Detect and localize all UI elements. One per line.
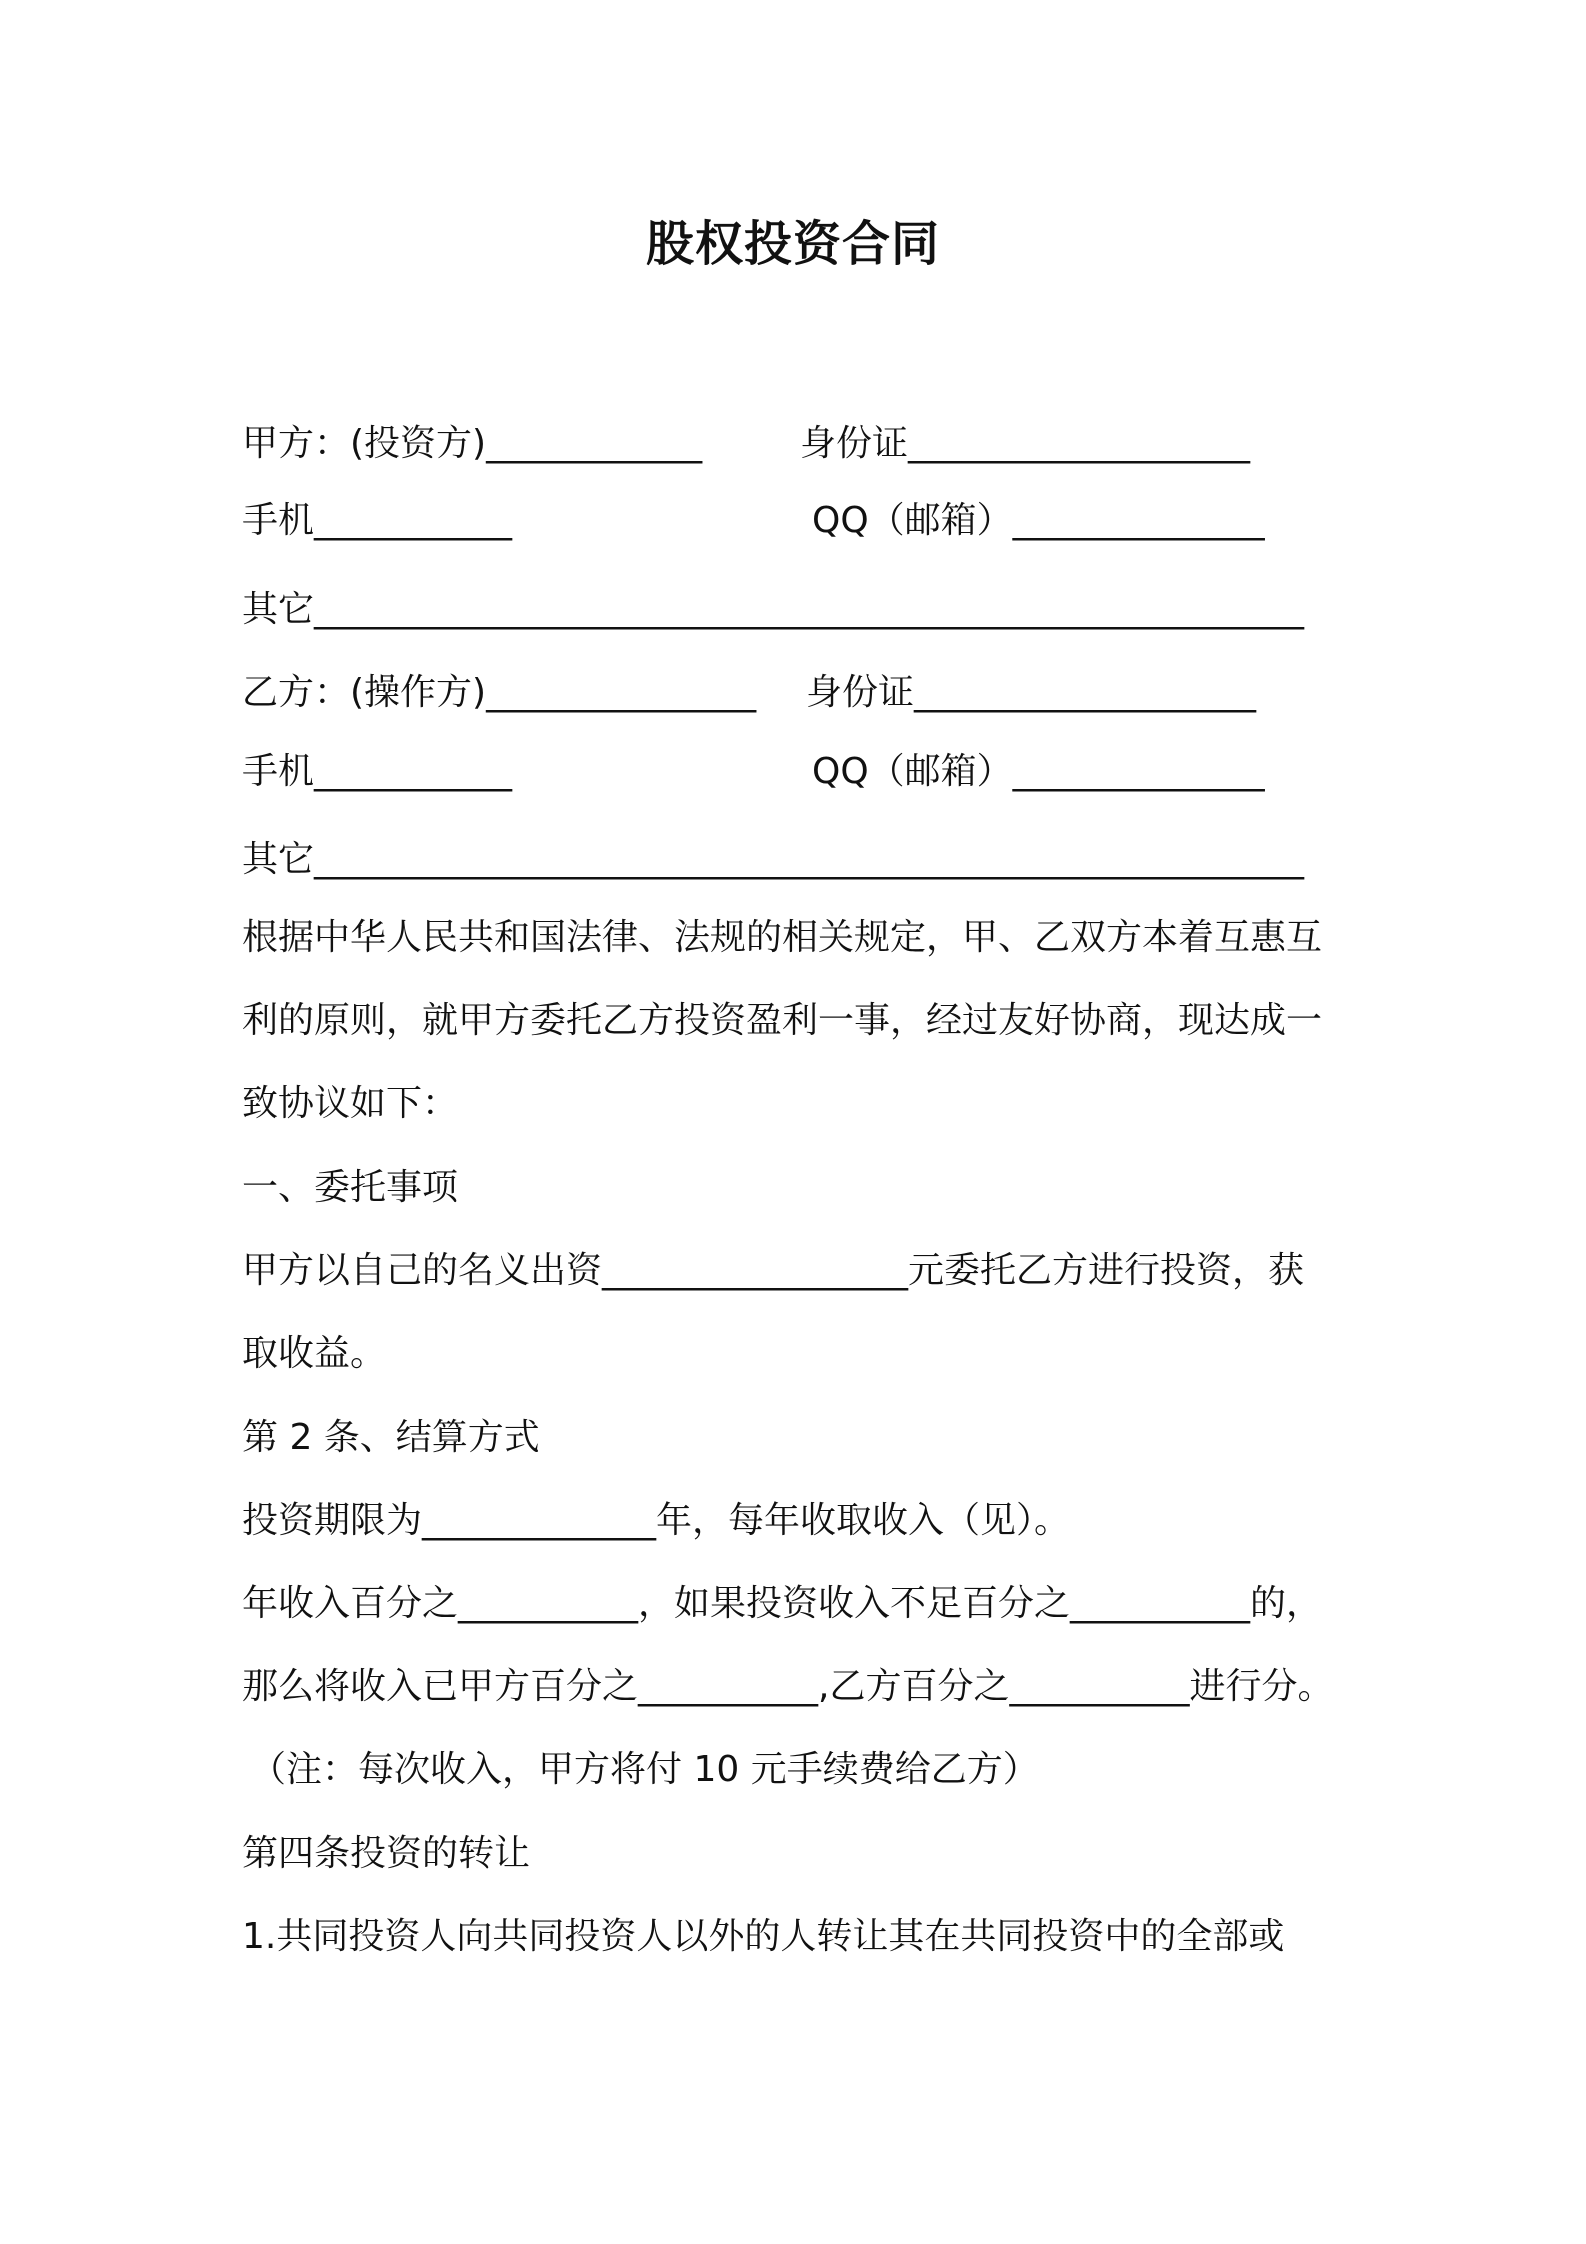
party-b-phone-line: 手机___________ (242, 751, 513, 792)
section2-line-1: 投资期限为_____________年，每年收取收入（见）。 (242, 1500, 1071, 1541)
intro-line-2: 利的原则，就甲方委托乙方投资盈利一事，经过友好协商，现达成一 (242, 1000, 1323, 1041)
section4-line-1: 1.共同投资人向共同投资人以外的人转让其在共同投资中的全部或 (242, 1916, 1285, 1957)
party-a-id-line: 身份证___________________ (800, 423, 1251, 464)
party-b-name-line: 乙方：(操作方)_______________ (242, 672, 757, 713)
section1-line-2: 取收益。 (242, 1333, 387, 1374)
document-title: 股权投资合同 (645, 216, 940, 272)
party-a-qq-line: QQ（邮箱）______________ (812, 500, 1265, 541)
party-a-phone-line: 手机___________ (242, 500, 513, 541)
section2-line-2: 年收入百分之__________，如果投资收入不足百分之__________的， (242, 1583, 1323, 1624)
section2-heading: 第 2 条、结算方式 (242, 1417, 540, 1458)
section1-heading: 一、委托事项 (242, 1167, 459, 1208)
party-b-qq-line: QQ（邮箱）______________ (812, 751, 1265, 792)
party-b-other-line: 其它_______________________________________________________ (242, 839, 1304, 880)
section4-heading: 第四条投资的转让 (242, 1833, 531, 1874)
section2-note: （注：每次收入，甲方将付 10 元手续费给乙方） (250, 1749, 1039, 1790)
section1-line-1: 甲方以自己的名义出资_________________元委托乙方进行投资，获 (242, 1250, 1305, 1291)
party-a-name-line: 甲方：(投资方)____________ (242, 423, 703, 464)
intro-line-3: 致协议如下： (242, 1083, 459, 1124)
intro-line-1: 根据中华人民共和国法律、法规的相关规定，甲、乙双方本着互惠互 (242, 917, 1323, 958)
section2-line-3: 那么将收入已甲方百分之__________,乙方百分之__________进行分。 (242, 1666, 1334, 1707)
party-a-other-line: 其它_______________________________________________________ (242, 589, 1304, 630)
party-b-id-line: 身份证___________________ (806, 672, 1257, 713)
